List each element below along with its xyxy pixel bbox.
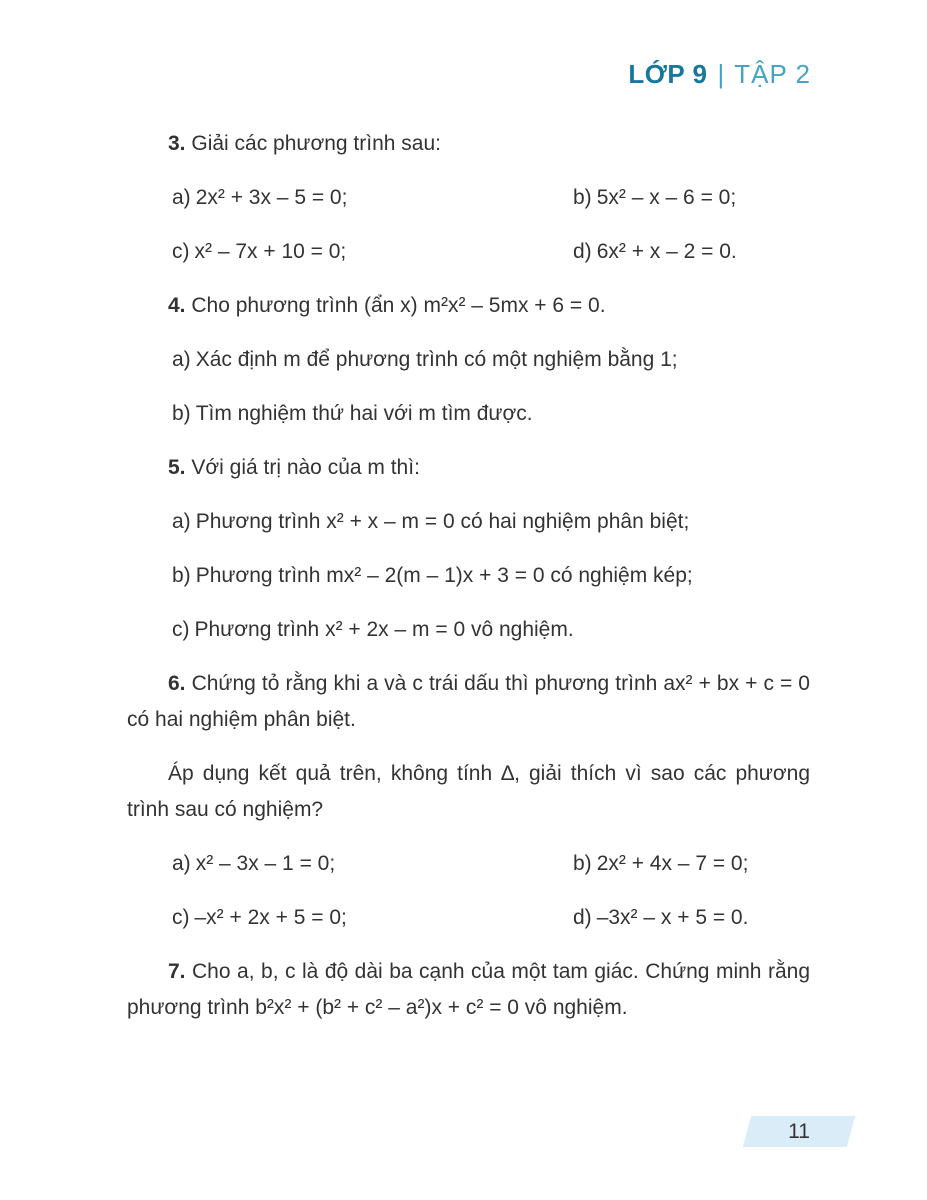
header-separator: | bbox=[717, 59, 725, 89]
problem-6-follow-up: Áp dụng kết quả trên, không tính ∆, giải thích vì sao các phương trình sau có nghiệm? bbox=[127, 762, 810, 821]
problem-3-number: 3. bbox=[168, 132, 186, 155]
problem-6-text: Chứng tỏ rằng khi a và c trái dấu thì phương trình ax² + bx + c = 0 có hai nghiệm phân biệt. bbox=[127, 672, 810, 731]
problem-3-text: Giải các phương trình sau: bbox=[191, 132, 441, 155]
equation-6d: d) –3x² – x + 5 = 0. bbox=[573, 906, 749, 929]
problem-6-statement bbox=[127, 666, 810, 738]
problem-4-intro bbox=[127, 288, 810, 324]
problem-5-part-b: b) Phương trình mx² – 2(m – 1)x + 3 = 0 có nghiệm kép; bbox=[172, 564, 693, 587]
problem-5-intro bbox=[127, 450, 810, 486]
page-number-badge bbox=[743, 1116, 855, 1147]
grade-label: LỚP 9 bbox=[628, 59, 708, 89]
equation-3c: c) x² – 7x + 10 = 0; bbox=[172, 240, 347, 263]
problem-5-text: Với giá trị nào của m thì: bbox=[191, 456, 420, 479]
problem-4-text: Cho phương trình (ẩn x) m²x² – 5mx + 6 = 0. bbox=[191, 294, 606, 317]
problem-7-statement bbox=[127, 954, 810, 1026]
problem-3-intro bbox=[127, 126, 810, 162]
page-number: 11 bbox=[788, 1120, 810, 1143]
equation-3b: b) 5x² – x – 6 = 0; bbox=[573, 186, 737, 209]
equation-3a: a) 2x² + 3x – 5 = 0; bbox=[172, 186, 348, 209]
problem-4-number: 4. bbox=[168, 294, 186, 317]
page-content bbox=[127, 126, 810, 1044]
equation-6b: b) 2x² + 4x – 7 = 0; bbox=[573, 852, 749, 875]
problem-4-part-a: a) Xác định m để phương trình có một nghiệm bằng 1; bbox=[172, 348, 678, 371]
equation-6a: a) x² – 3x – 1 = 0; bbox=[172, 852, 336, 875]
problem-6-number: 6. bbox=[168, 672, 186, 695]
problem-6-equation-row-1 bbox=[127, 846, 810, 882]
equation-3d: d) 6x² + x – 2 = 0. bbox=[573, 240, 737, 263]
problem-4-part-b: b) Tìm nghiệm thứ hai với m tìm được. bbox=[172, 402, 533, 425]
problem-5-part-c: c) Phương trình x² + 2x – m = 0 vô nghiệm. bbox=[172, 618, 574, 641]
problem-7-number: 7. bbox=[168, 960, 186, 983]
volume-label: TẬP 2 bbox=[734, 59, 811, 89]
problem-7-text: Cho a, b, c là độ dài ba cạnh của một tam giác. Chứng minh rằng phương trình b²x² + (b² + c² – a²)x + c² = 0 vô nghiệm. bbox=[127, 960, 811, 1019]
equation-6c: c) –x² + 2x + 5 = 0; bbox=[172, 906, 347, 929]
problem-6-equation-row-2 bbox=[127, 900, 810, 936]
problem-3-equation-row-2 bbox=[127, 234, 810, 270]
problem-3-equation-row-1 bbox=[127, 180, 810, 216]
page-header bbox=[628, 58, 811, 90]
problem-5-number: 5. bbox=[168, 456, 186, 479]
problem-5-part-a: a) Phương trình x² + x – m = 0 có hai nghiệm phân biệt; bbox=[172, 510, 690, 533]
